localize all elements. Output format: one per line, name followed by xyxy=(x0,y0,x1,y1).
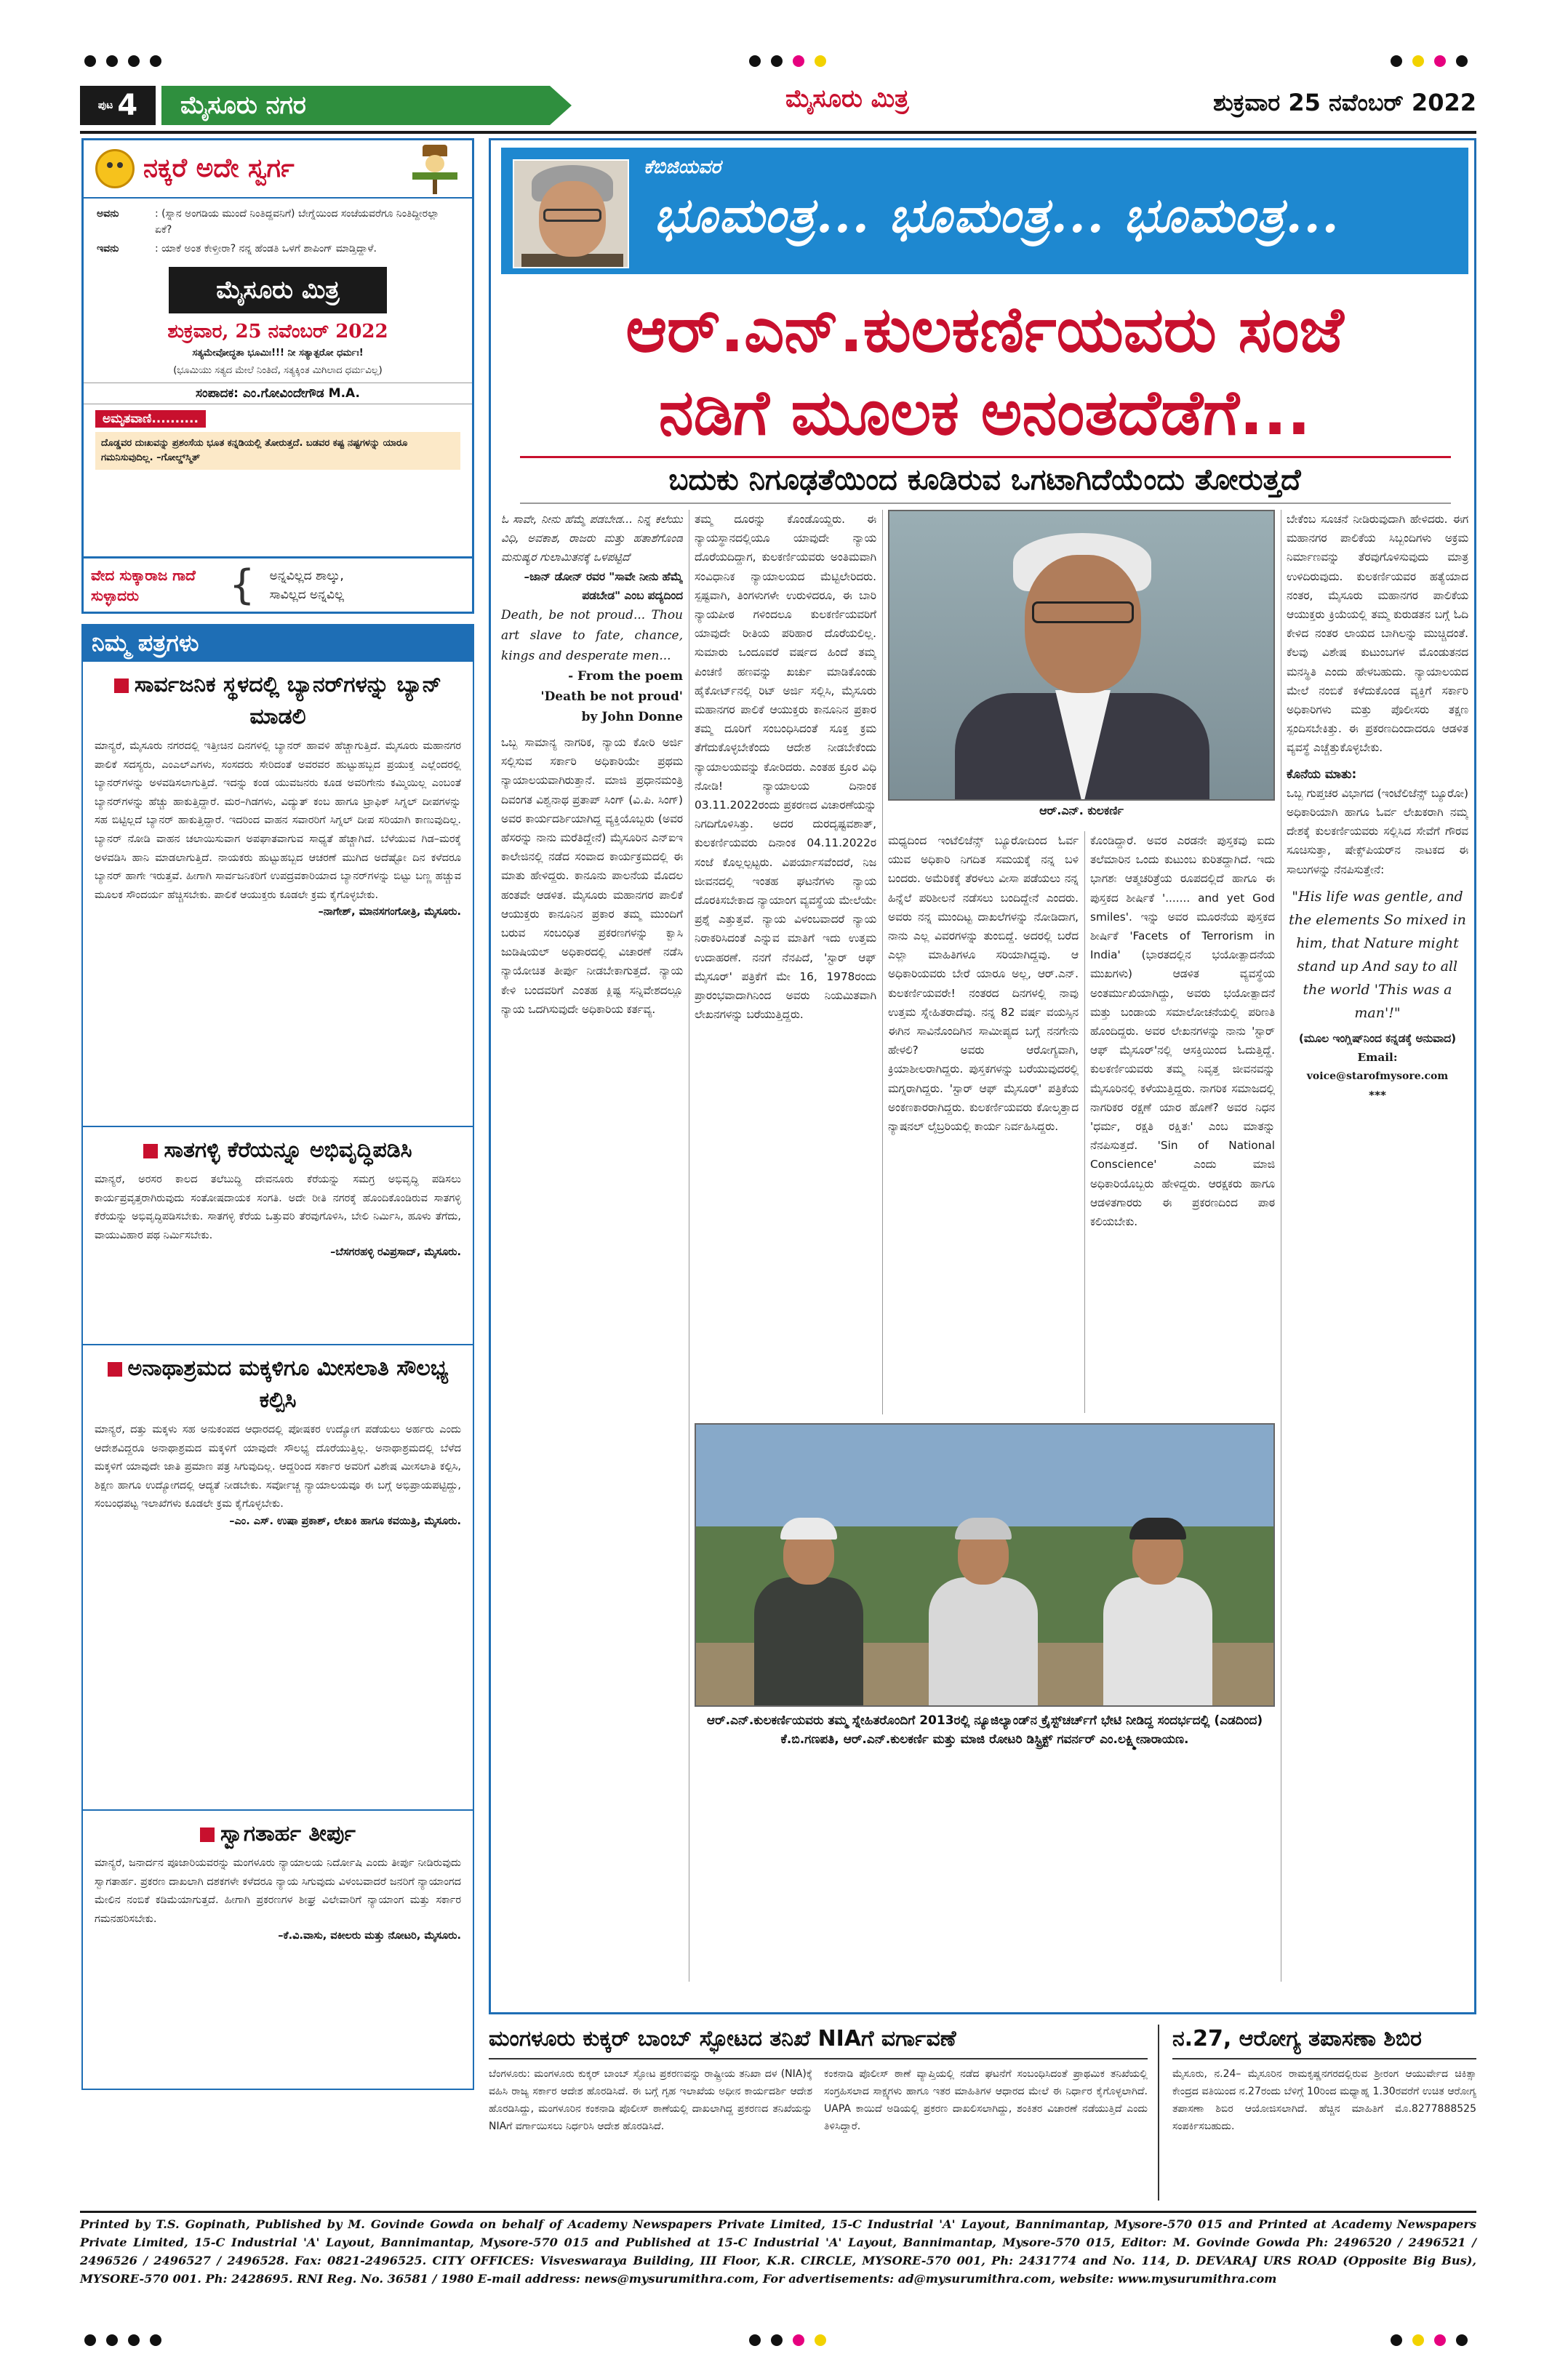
proverb-label: ವೇದ ಸುಕ್ಕಾರಾಜ ಗಾದೆ ಸುಳ್ಳಾದರು xyxy=(91,566,196,604)
page-label: ಪುಟ xyxy=(97,100,113,111)
humor-dialogue xyxy=(84,199,472,257)
subheadline: ಬದುಕು ನಿಗೂಢತೆಯಿಂದ ಕೂಡಿರುವ ಒಗಟಾಗಿದೆಯೆಂದು ತೋರುತ್ತದೆ xyxy=(668,463,1301,497)
letter-item xyxy=(81,1811,474,2090)
letter-item xyxy=(81,662,474,1127)
quote-source: by John Donne xyxy=(581,710,683,725)
article-column-2 xyxy=(695,510,876,1414)
bullet-square-icon xyxy=(108,1362,122,1377)
article-column-3 xyxy=(888,831,1079,1414)
translation-note: (ಮೂಲ ಇಂಗ್ಲಿಷ್‌ನಿಂದ ಕನ್ನಡಕ್ಕೆ ಅನುವಾದ) xyxy=(1298,1031,1457,1045)
dialogue-line xyxy=(97,206,459,238)
masthead-rule xyxy=(80,131,1476,134)
letter-body: ಮಾನ್ಯರೆ, ಮೈಸೂರು ನಗರದಲ್ಲಿ ಇತ್ತೀಚಿನ ದಿನಗಳಲ್ಲಿ ಬ್ಯಾನರ್ ಹಾವಳಿ ಹೆಚ್ಚಾಗುತ್ತಿದೆ. ಮೈಸೂರು ಮಹಾನಗರ ಪಾಲಿಕೆ ಸದಸ್ಯರು, ಎಂಎಲ್‌ಎಗಳು, ಸಂಸದರು ಸೇರಿದಂತೆ ಅವರವರ ಹುಟ್ಟುಹಬ್ಬದ ಪ್ರಯುಕ್ತ ಎಲ್ಲೆಂದರಲ್ಲಿ ಬ್ಯಾನರ್‌ಗಳನ್ನು ಅಳವಡಿಸಲಾಗುತ್ತಿದೆ. ಇದನ್ನು ಕಂಡ ಯುವಜನರು ಕೂಡ ಅವರಿಗೇನು ಕಮ್ಮಿಯಿಲ್ಲ ಎಂಬಂತೆ ಬ್ಯಾನರ್‌ಗಳನ್ನು ಹೆಚ್ಚು ಹಾಕುತ್ತಿದ್ದಾರೆ. ಮರ–ಗಿಡಗಳು, ವಿದ್ಯುತ್ ಕಂಬ ಹಾಗೂ ಟ್ರಾಫಿಕ್ ಸಿಗ್ನಲ್ ದೀಪಗಳನ್ನು ಸಹ ಬಿಟ್ಟಿಲ್ಲದೆ ಬ್ಯಾನರ್ ಹಾಕುತ್ತಿದ್ದಾರೆ. ಇದರಿಂದ ವಾಹನ ಸವಾರರಿಗೆ ಸಿಗ್ನಲ್ ದೀಪ ಸರಿಯಾಗಿ ಕಾಣುವುದಿಲ್ಲ. ಬ್ಯಾನರ್ ನೋಡಿ ವಾಹನ ಚಲಾಯಿಸುವಾಗ ಅಪಘಾತವಾಗುವ ಸಾಧ್ಯತೆ ಹೆಚ್ಚಾಗಿದೆ. ಬೆಳೆಯುವ ಗಿಡ–ಮರಕ್ಕೆ ಅಳವಡಿಸಿ ಹಾನಿ ಮಾಡಲಾಗುತ್ತಿದೆ. ನಾಯಕರು ಹುಟ್ಟುಹಬ್ಬದ ಆಚರಣೆ ಮುಗಿದ ಅದೆಷ್ಟೋ ದಿನ ಕಳೆದರೂ ಬ್ಯಾನರ್ ಹಾಗೇ ಇರುತ್ತವೆ. ಹೀಗಾಗಿ ಸಾರ್ವಜನಿಕರಿಗೆ ಉಪದ್ರವಕಾರಿಯಾದ ಬ್ಯಾನರ್‌ಗಳನ್ನು ಬಿಟ್ಟು ಬಣ್ಣ ಹಚ್ಚುವ ಮೂಲಕ ಸೌಂದರ್ಯ ಹೆಚ್ಚಿಸಬೇಕು. ಪಾಲಿಕೆ ಆಯುಕ್ತರು ಕೂಡಲೇ ಕ್ರಮ ಕೈಗೊಳ್ಳಬೇಕು. xyxy=(95,740,461,901)
article-paragraph: ಮಧ್ಯದಿಂದ ಇಂಟೆಲಿಜೆನ್ಸ್ ಬ್ಯೂರೋದಿಂದ ಓರ್ವ ಯುವ ಅಧಿಕಾರಿ ನಿಗದಿತ ಸಮಯಕ್ಕೆ ನನ್ನ ಬಳಿ ಬಂದರು. ಅಮೆರಿಕಕ್ಕೆ ತೆರಳಲು ವೀಸಾ ಪಡೆಯಲು ನನ್ನ ಹಿನ್ನೆಲೆ ಪರಿಶೀಲನೆ ನಡೆಸಲು ಬಂದಿದ್ದೇನೆ ಎಂದರು. ಅವರು ನನ್ನ ಮುಂದಿಟ್ಟ ದಾಖಲೆಗಳನ್ನು ನೋಡಿದಾಗ, ನಾನು ಎಲ್ಲ ವಿವರಗಳನ್ನು ತುಂಬಿದ್ದೆ. ಅದರಲ್ಲಿ ಬರೆದ ಎಲ್ಲಾ ಮಾಹಿತಿಗಳೂ ಸರಿಯಾಗಿದ್ದವು. ಆ ಅಧಿಕಾರಿಯವರು ಬೇರೆ ಯಾರೂ ಅಲ್ಲ, ಆರ್.ಎನ್. ಕುಲಕರ್ಣಿಯವರೇ! ನಂತರದ ದಿನಗಳಲ್ಲಿ ನಾವು ಉತ್ತಮ ಸ್ನೇಹಿತರಾದೆವು. ನನ್ನ 82 ವರ್ಷ ವಯಸ್ಸಿನ ಈಗಿನ ಸಾವಿನೊಂದಿಗಿನ ಸಾಮೀಪ್ಯದ ಬಗ್ಗೆ ನನಗೇನು ಹೇಳಲಿ? ಅವರು ಆರೋಗ್ಯವಾಗಿ, ಕ್ರಿಯಾಶೀಲರಾಗಿದ್ದರು. ಪುಸ್ತಕಗಳನ್ನು ಬರೆಯುವುದರಲ್ಲಿ ಮಗ್ನರಾಗಿದ್ದರು. 'ಸ್ಟಾರ್ ಆಫ್ ಮೈಸೂರ್' ಪತ್ರಿಕೆಯ ಅಂಕಣಕಾರರಾಗಿದ್ದರು. ಕುಲಕರ್ಣಿಯವರು ಕೋಲ್ಕತ್ತಾದ ನ್ಯಾಷನಲ್ ಲೈಬ್ರರಿಯಲ್ಲಿ ಕಾರ್ಯ ನಿರ್ವಹಿಸಿದ್ದರು. xyxy=(888,834,1079,1134)
article-column-4 xyxy=(1090,831,1275,1982)
letter-signature: –ಎಂ. ಎಸ್. ಉಷಾ ಪ್ರಕಾಶ್, ಲೇಖಕಿ ಹಾಗೂ ಕವಯಿತ್ರಿ, ಮೈಸೂರು. xyxy=(229,1515,461,1527)
section-tab-arrow xyxy=(550,86,572,125)
speaker: ಅವನು xyxy=(97,208,119,220)
brief-title: ಮಂಗಳೂರು ಕುಕ್ಕರ್ ಬಾಂಬ್ ಸ್ಫೋಟದ ತನಿಖೆ NIAಗೆ ವರ್ಗಾವಣೆ xyxy=(489,2025,1148,2059)
letter-item xyxy=(81,1345,474,1811)
humor-box xyxy=(81,138,474,559)
column-banner xyxy=(501,148,1468,274)
bullet-square-icon xyxy=(200,1827,215,1842)
section-tab xyxy=(161,86,550,125)
quote-of-day-heading: ಅಮೃತವಾಣಿ.......... xyxy=(95,410,206,428)
mini-paper-logo: ಮೈಸೂರು ಮಿತ್ರ xyxy=(169,267,387,313)
group-photo xyxy=(695,1423,1275,1707)
news-briefs xyxy=(489,2025,1476,2201)
end-mark: *** xyxy=(1369,1089,1386,1102)
scarecrow-icon xyxy=(409,143,460,194)
letter-body: ಮಾನ್ಯರೆ, ದತ್ತು ಮಕ್ಕಳು ಸಹ ಅನುಕಂಪದ ಆಧಾರದಲ್ಲಿ ಪೋಷಕರ ಉದ್ಯೋಗ ಪಡೆಯಲು ಅರ್ಹರು ಎಂದು ಆದೇಶವಿದ್ದರೂ ಅನಾಥಾಶ್ರಮದ ಮಕ್ಕಳಿಗೆ ಯಾವುದೇ ಸೌಲಭ್ಯ ದೊರೆಯುತ್ತಿಲ್ಲ. ಅನಾಥಾಶ್ರಮದಲ್ಲಿ ಬೆಳೆದ ಮಕ್ಕಳಿಗೆ ಯಾವುದೇ ಜಾತಿ ಪ್ರಮಾಣ ಪತ್ರ ಸಿಗುವುದಿಲ್ಲ. ಆದ್ದರಿಂದ ಸರ್ಕಾರ ಅವರಿಗೆ ವಿಶೇಷ ಮೀಸಲಾತಿ ಕಲ್ಪಿಸಿ, ಶಿಕ್ಷಣ ಹಾಗೂ ಉದ್ಯೋಗದಲ್ಲಿ ಆದ್ಯತೆ ನೀಡಬೇಕು. ಸರ್ವೋಚ್ಚ ನ್ಯಾಯಾಲಯವೂ ಈ ಬಗ್ಗೆ ಅಭಿಪ್ರಾಯಪಟ್ಟಿದ್ದು, ಸಂಬಂಧಪಟ್ಟ ಇಲಾಖೆಗಳು ಕೂಡಲೇ ಕ್ರಮ ಕೈಗೊಳ್ಳಬೇಕು. xyxy=(95,1424,461,1510)
last-word-heading: ಕೊನೆಯ ಮಾತು: xyxy=(1287,766,1357,782)
registration-dots-bottom-right xyxy=(1391,2334,1468,2346)
speaker: ಇವನು xyxy=(97,243,119,255)
brief-paragraph: ಮೈಸೂರು, ನ.24– ಮೈಸೂರಿನ ರಾಮಕೃಷ್ಣನಗರದಲ್ಲಿರುವ ಶ್ರೀರಂಗ ಆಯುರ್ವೇದ ಚಿಕಿತ್ಸಾ ಕೇಂದ್ರದ ವತಿಯಿಂದ ನ.27ರಂದು ಬೆಳಿಗ್ಗೆ 10ರಿಂದ ಮಧ್ಯಾಹ್ನ 1.30ರವರೆಗೆ ಉಚಿತ ಆರೋಗ್ಯ ತಪಾಸಣಾ ಶಿಬಿರ ಆಯೋಜಿಸಲಾಗಿದೆ. ಹೆಚ್ಚಿನ ಮಾಹಿತಿಗೆ ಮೊ.8277888525 ಸಂಪರ್ಕಿಸಬಹುದು. xyxy=(1172,2068,1476,2132)
intro-verse: ಓ ಸಾವೇ, ನೀನು ಹೆಮ್ಮೆ ಪಡಬೇಡ... ನಿನ್ನ ಕಲೆಯು ವಿಧಿ, ಅವಕಾಶ, ರಾಜರು ಮತ್ತು ಹತಾಶೆಗೊಂಡ ಮನುಷ್ಯರ ಗುಲಾಮಿತನಕ್ಕೆ ಒಳಪಟ್ಟಿದೆ xyxy=(501,513,683,564)
letter-signature: –ನಾಗೇಶ್, ಮಾನಸಗಂಗೋತ್ರಿ, ಮೈಸೂರು. xyxy=(318,906,461,918)
letter-item xyxy=(81,1127,474,1345)
brace-icon: { xyxy=(229,561,255,609)
issue-date: ಶುಕ್ರವಾರ 25 ನವೆಂಬರ್ 2022 xyxy=(1213,89,1476,116)
article-paragraph: ಬೇಕೆಂಬ ಸೂಚನೆ ನೀಡಿರುವುದಾಗಿ ಹೇಳಿದರು. ಈಗ ಮಹಾನಗರ ಪಾಲಿಕೆಯ ಸಿಬ್ಬಂದಿಗಳು ಅಕ್ರಮ ನಿರ್ಮಾಣವನ್ನು ತೆರವುಗೊಳಿಸುವುದು ಮಾತ್ರ ಉಳಿದಿರುವುದು. ಕುಲಕರ್ಣಿಯವರ ಹತ್ಯೆಯಾದ ನಂತರ, ಮೈಸೂರು ಮಹಾನಗರ ಪಾಲಿಕೆಯ ಆಯುಕ್ತರು ಕ್ರಿಯೆಯಲ್ಲಿ ತಮ್ಮ ಕುರುಡತನ ಬಗ್ಗೆ ಓದಿ ಕೇಳಿದ ನಂತರ ಲಾಯದ ಬಾಗಿಲನ್ನು ಮುಚ್ಚಿದಂತೆ. ಕೆಲವು ವಿಶೇಷ ಕುಟುಂಬಗಳ ಮೊಂಡುತನದ ಮನಸ್ಥಿತಿ ಎಂದು ಹೇಳಬಹುದು. ನ್ಯಾಯಾಲಯದ ಮೇಲೆ ನಂಬಿಕೆ ಕಳೆದುಕೊಂಡ ವ್ಯಕ್ತಿಗೆ ಸರ್ಕಾರಿ ಅಧಿಕಾರಿಗಳು ಮತ್ತು ಪೊಲೀಸರು ತಕ್ಷಣ ಸ್ಪಂದಿಸಬೇಕಿತ್ತು. ಈ ಪ್ರಕರಣದಿಂದಾದರೂ ಆಡಳಿತ ವ್ಯವಸ್ಥೆ ಎಚ್ಚೆತ್ತುಕೊಳ್ಳಬೇಕು. xyxy=(1287,513,1468,755)
registration-dots-top-right xyxy=(1391,55,1468,67)
dialogue-line xyxy=(97,241,459,257)
headline-line: ನಡಿಗೆ ಮೂಲಕ ಅನಂತದೆಡೆಗೆ... xyxy=(658,377,1311,449)
brief-paragraph: ಬೆಂಗಳೂರು: ಮಂಗಳೂರು ಕುಕ್ಕರ್ ಬಾಂಬ್ ಸ್ಫೋಟ ಪ್ರಕರಣವನ್ನು ರಾಷ್ಟ್ರೀಯ ತನಿಖಾ ದಳ (NIA)ಕ್ಕೆ ವಹಿಸಿ ರಾಜ್ಯ ಸರ್ಕಾರ ಆದೇಶ ಹೊರಡಿಸಿದೆ. ಈ ಬಗ್ಗೆ ಗೃಹ ಇಲಾಖೆಯ ಅಧೀನ ಕಾರ್ಯದರ್ಶಿ ಆದೇಶ ಹೊರಡಿಸಿದ್ದು, ಮಂಗಳೂರಿನ ಕಂಕನಾಡಿ ಪೊಲೀಸ್ ಠಾಣೆಯಲ್ಲಿ ದಾಖಲಾಗಿದ್ದ ಪ್ರಕರಣದ ತನಿಖೆಯನ್ನು NIAಗೆ ವರ್ಗಾಯಿಸಲು ನಿರ್ಧರಿಸಿ ಆದೇಶ ಹೊರಡಿಸಿದೆ. xyxy=(489,2068,812,2132)
proverb-line: ಅನ್ನವಿಲ್ಲದ ಶಾಲ್ಕು, xyxy=(269,568,344,583)
proverb-line: ಸಾವಿಲ್ಲದ ಅನ್ನವಿಲ್ಲ xyxy=(269,587,345,602)
paper-logo: ಮೈಸೂರು ಮಿತ್ರ xyxy=(785,84,909,113)
group-photo-caption: ಆರ್.ಎನ್.ಕುಲಕರ್ಣಿಯವರು ತಮ್ಮ ಸ್ನೇಹಿತರೊಂದಿಗೆ 2013ರಲ್ಲಿ ನ್ಯೂಜಿಲ್ಯಾಂಡ್‌ನ ಕ್ರೈಸ್ಟ್‌ಚರ್ಚ್‌ಗೆ ಭೇಟಿ ನೀಡಿದ್ದ ಸಂದರ್ಭದಲ್ಲಿ (ಎಡದಿಂದ) ಕೆ.ಬಿ.ಗಣಪತಿ, ಆರ್.ಎನ್.ಕುಲಕರ್ಣಿ ಮತ್ತು ಮಾಜಿ ರೋಟರಿ ಡಿಸ್ಟ್ರಿಕ್ಟ್ ಗವರ್ನರ್ ಎಂ.ಲಕ್ಷ್ಮೀನಾರಾಯಣ. xyxy=(706,1713,1263,1747)
motto-translation: (ಭೂಮಿಯು ಸತ್ಯದ ಮೇಲೆ ನಿಂತಿದೆ, ಸತ್ಯಕ್ಕಿಂತ ಮಿಗಿಲಾದ ಧರ್ಮವಿಲ್ಲ) xyxy=(173,365,383,376)
proverb-box xyxy=(81,559,474,614)
columnist-name: ಕೆಬಿಜಿಯವರ xyxy=(644,156,721,178)
humor-title: ನಕ್ಕರೆ ಅದೇ ಸ್ವರ್ಗ xyxy=(143,153,295,183)
mini-issue-date: ಶುಕ್ರವಾರ, 25 ನವೆಂಬರ್ 2022 xyxy=(167,321,388,343)
registration-dots-bottom-center xyxy=(749,2334,826,2346)
brief-columns xyxy=(489,2065,1148,2135)
email-address: voice@starofmysore.com xyxy=(1306,1070,1449,1083)
letter-signature: –ಬೆಸಗರಹಳ್ಳಿ ರವಿಪ್ರಸಾದ್, ಮೈಸೂರು. xyxy=(330,1246,461,1259)
brief-title: ನ.27, ಆರೋಗ್ಯ ತಪಾಸಣಾ ಶಿಬಿರ xyxy=(1172,2025,1476,2059)
left-sidebar xyxy=(81,138,474,2090)
laughing-face-icon xyxy=(95,149,135,188)
article-column-1 xyxy=(501,510,683,1982)
letter-title: ಅನಾಥಾಶ್ರಮದ ಮಕ್ಕಳಿಗೂ ಮೀಸಲಾತಿ ಸೌಲಭ್ಯ ಕಲ್ಪಿಸಿ xyxy=(95,1353,461,1417)
english-quote: Death, be not proud... Thou art slave to fate, chance, kings and desperate men... xyxy=(501,608,683,664)
registration-dots-top-center xyxy=(749,55,826,67)
letter-title: ಸಾರ್ವಜನಿಕ ಸ್ಥಳದಲ್ಲಿ ಬ್ಯಾನರ್‌ಗಳನ್ನು ಬ್ಯಾನ್ ಮಾಡಲಿ xyxy=(95,669,461,733)
letter-body: ಮಾನ್ಯರೆ, ಅರಸರ ಕಾಲದ ತಲೆಬುದ್ಧಿ ದೇವನೂರು ಕೆರೆಯನ್ನು ಸಮಗ್ರ ಅಭಿವೃದ್ಧಿ ಪಡಿಸಲು ಕಾರ್ಯಪ್ರವೃತ್ತರಾಗಿರುವುದು ಸಂತೋಷದಾಯಕ ಸಂಗತಿ. ಅದೇ ರೀತಿ ನಗರಕ್ಕೆ ಹೊಂದಿಕೊಂಡಿರುವ ಸಾತಗಳ್ಳಿ ಕೆರೆಯನ್ನು ಅಭಿವೃದ್ಧಿಪಡಿಸಬೇಕು. ಸಾತಗಳ್ಳಿ ಕೆರೆಯ ಒತ್ತುವರಿ ತೆರವುಗೊಳಿಸಿ, ಬೇಲಿ ನಿರ್ಮಿಸಿ, ಹೂಳು ತೆಗೆದು, ವಾಯುವಿಹಾರ ಪಥ ನಿರ್ಮಿಸಬೇಕು. xyxy=(95,1174,461,1241)
masthead xyxy=(80,81,1476,128)
bullet-square-icon xyxy=(114,678,129,693)
headline-line: ಆರ್.ಎನ್.ಕುಲಕರ್ಣಿಯವರು ಸಂಜೆ xyxy=(625,294,1344,367)
quote-of-day-text: ದೊಡ್ಡವರ ದುಃಖವನ್ನು ಪ್ರಶಂಸೆಯ ಭೂತ ಕನ್ನಡಿಯಲ್ಲಿ ತೋರುತ್ತದೆ. ಬಡವರ ಕಷ್ಟ ನಷ್ಟಗಳನ್ನು ಯಾರೂ ಗಮನಿಸುವುದಿಲ್ಲ. –ಗೋಲ್ಡ್‌ಸ್ಮಿತ್ xyxy=(95,432,460,470)
main-article xyxy=(489,138,1476,2014)
imprint-rule xyxy=(80,2211,1476,2213)
print-line-imprint: Printed by T.S. Gopinath, Published by M. Govinde Gowda on behalf of Academy Newspapers Private Limited, 15-C Industrial 'A' Layout, Bannimantap, Mysore-570 015 and Printed at Academy Newspapers Private Limited, 15-C Industrial 'A' Layout, Bannimantap, Mysore-570 015 and Published at 15-C Industrial 'A' Layout, Bannimantap, Mysore-570 015, Editor: M. Govinde Gowda Ph: 2496520 / 2496521 / 2496526 / 2496527 / 2496528. Fax: 0821-2496525. CITY OFFICES: Visveswaraya Building, III Floor, K.R. CIRCLE, MYSORE-570 001, Ph: 2431774 and No. 114, D. DEVARAJ URS ROAD (Opposite Big Bus), MYSORE-570 001. Ph: 2428695. RNI Reg. No. 36581 / 1980 E-mail address: news@mysurumithra.com, For advertisements: ad@mysurumithra.com, website: www.mysurumithra.com xyxy=(80,2217,1476,2286)
letter-body: ಮಾನ್ಯರೆ, ಜನಾರ್ದನ ಪೂಜಾರಿಯವರನ್ನು ಮಂಗಳೂರು ನ್ಯಾಯಾಲಯ ನಿರ್ದೋಷಿ ಎಂದು ತೀರ್ಪು ನೀಡಿರುವುದು ಸ್ವಾಗತಾರ್ಹ. ಪ್ರಕರಣ ದಾಖಲಾಗಿ ದಶಕಗಳೇ ಕಳೆದರೂ ನ್ಯಾಯ ಸಿಗುವುದು ವಿಳಂಬವಾದರೆ ಜನರಿಗೆ ನ್ಯಾಯಾಂಗದ ಮೇಲಿನ ನಂಬಿಕೆ ಕಡಿಮೆಯಾಗುತ್ತದೆ. ಹೀಗಾಗಿ ಪ್ರಕರಣಗಳ ಶೀಘ್ರ ವಿಲೇವಾರಿಗೆ ನ್ಯಾಯಾಂಗ ಮತ್ತು ಸರ್ಕಾರ ಗಮನಹರಿಸಬೇಕು. xyxy=(95,1857,461,1925)
column-title: ಭೂಮಂತ್ರ... ಭೂಮಂತ್ರ... ಭೂಮಂತ್ರ... xyxy=(654,187,1340,244)
brief-nia xyxy=(489,2025,1159,2201)
page-number: 4 xyxy=(117,89,138,122)
brief-columns xyxy=(1172,2065,1476,2135)
headline-rule xyxy=(520,456,1451,458)
column-divider xyxy=(1084,831,1085,1413)
registration-dots-bottom-left xyxy=(84,2334,161,2346)
letters-section-heading: ನಿಮ್ಮ ಪತ್ರಗಳು xyxy=(81,624,474,662)
dialogue-text: : ಯಾಕೆ ಅಂತ ಕೇಳ್ತೀರಾ? ನನ್ನ ಹೆಂಡತಿ ಒಳಗೆ ಶಾಪಿಂಗ್ ಮಾಡ್ತಿದ್ದಾಳೆ. xyxy=(155,243,377,255)
portrait-caption: ಆರ್.ಎನ್. ಕುಲಕರ್ಣಿ xyxy=(1039,804,1124,817)
motto-line: ಸತ್ಯಮೇವೋದ್ಧತಾ ಭೂಮಿಃ!!! ನೀ ಸತ್ಯಾತ್ಪರೋ ಧರ್ಮಃ! xyxy=(192,348,364,359)
proverb-text xyxy=(270,567,344,604)
kulkarni-portrait-photo xyxy=(888,510,1275,801)
article-paragraph: ಒಬ್ಬ ಸಾಮಾನ್ಯ ನಾಗರಿಕ, ನ್ಯಾಯ ಕೋರಿ ಅರ್ಜಿ ಸಲ್ಲಿಸುವ ಸರ್ಕಾರಿ ಅಧಿಕಾರಿಯೇ ಪ್ರಥಮ ನ್ಯಾಯಾಲಯವಾಗಿರುತ್ತಾನೆ. ಮಾಜಿ ಪ್ರಧಾನಮಂತ್ರಿ ದಿವಂಗತ ವಿಶ್ವನಾಥ ಪ್ರತಾಪ್ ಸಿಂಗ್ (ವಿ.ಪಿ. ಸಿಂಗ್) ಅವರ ಕಾರ್ಯದರ್ಶಿಯಾಗಿದ್ದ ವ್ಯಕ್ತಿಯೊಬ್ಬರು (ಅವರ ಹೆಸರನ್ನು ನಾನು ಮರೆತಿದ್ದೇನೆ) ಮೈಸೂರಿನ ಎನ್‌ಐಇ ಕಾಲೇಜಿನಲ್ಲಿ ನಡೆದ ಸಂವಾದ ಕಾರ್ಯಕ್ರಮದಲ್ಲಿ ಈ ಮಾತು ಹೇಳಿದ್ದರು. ಕಾನೂನು ಪಾಲನೆಯ ಮೊದಲ ಹಂತವೇ ಆಡಳಿತ. ಮೈಸೂರು ಮಹಾನಗರ ಪಾಲಿಕೆ ಆಯುಕ್ತರು ಕಾನೂನಿನ ಪ್ರಕಾರ ತಮ್ಮ ಮುಂದಿಗೆ ಬರುವ ಸಂಬಂಧಿತ ಪ್ರಕರಣಗಳನ್ನು ಕ್ವಾಸಿ ಜುಡಿಷಿಯಲ್ ಅಧಿಕಾರದಲ್ಲಿ ವಿಚಾರಣೆ ನಡೆಸಿ ನ್ಯಾಯೋಚಿತ ತೀರ್ಪು ನೀಡಬೇಕಾಗುತ್ತದೆ. ನ್ಯಾಯ ಕೇಳಿ ಬಂದವರಿಗೆ ಎಂತಹ ಕ್ಲಿಷ್ಟ ಸನ್ನಿವೇಶದಲ್ಲೂ ನ್ಯಾಯ ಒದಗಿಸುವುದೇ ಅಧಿಕಾರಿಯ ಕರ್ತವ್ಯ. xyxy=(501,736,683,1016)
dialogue-text: : (ಸ್ನಾನ ಅಂಗಡಿಯ ಮುಂದೆ ನಿಂತಿದ್ದವನಿಗೆ) ಬೇಗ್ನೆಯಿಂದ ಸಂಜೆಯವರೆಗೂ ನಿಂತಿದ್ದೀರಲ್ಲಾ ಏಕೆ? xyxy=(155,208,439,236)
article-paragraph: ತಮ್ಮ ದೂರನ್ನು ಕೊಂಡೊಯ್ದರು. ಈ ನ್ಯಾಯಸ್ಥಾನದಲ್ಲಿಯೂ ಯಾವುದೇ ನ್ಯಾಯ ದೊರೆಯದಿದ್ದಾಗ, ಕುಲಕರ್ಣಿಯವರು ಅಂತಿಮವಾಗಿ ಸಂವಿಧಾನಿಕ ನ್ಯಾಯಾಲಯದ ಮೆಟ್ಟಿಲೇರಿದರು. ಸ್ಪಷ್ಟವಾಗಿ, ತಿಂಗಳುಗಳೇ ಉರುಳಿದರೂ, ಈ ಬಾರಿ ನ್ಯಾಯಪೀಠ ಗಳಿಂದಲೂ ಕುಲಕರ್ಣಿಯವರಿಗೆ ಯಾವುದೇ ರೀತಿಯ ಪರಿಹಾರ ದೊರೆಯಲಿಲ್ಲ. ಸುಮಾರು ಒಂದೂವರೆ ವರ್ಷದ ಹಿಂದೆ ತಮ್ಮ ಪಿಂಚಣಿ ಹಣವನ್ನು ಖರ್ಚು ಮಾಡಿಕೊಂಡು ಹೈಕೋರ್ಟ್‌ನಲ್ಲಿ ರಿಟ್ ಅರ್ಜಿ ಸಲ್ಲಿಸಿ, ಮೈಸೂರು ಮಹಾನಗರ ಪಾಲಿಕೆ ಆಯುಕ್ತರು ಕಾನೂನಿನ ಪ್ರಕಾರ ತಮ್ಮ ದೂರಿಗೆ ಸಂಬಂಧಿಸಿದಂತೆ ಸೂಕ್ತ ಕ್ರಮ ತೆಗೆದುಕೊಳ್ಳಬೇಕೆಂದು ಆದೇಶ ನೀಡಬೇಕೆಂದು ನ್ಯಾಯಾಲಯವನ್ನು ಕೋರಿದರು. ಎಂತಹ ಕ್ರೂರ ವಿಧಿ ನೋಡಿ! ನ್ಯಾಯಾಲಯ ದಿನಾಂಕ 03.11.2022ರಂದು ಪ್ರಕರಣದ ವಿಚಾರಣೆಯನ್ನು ನಿಗದಿಗೊಳಿಸಿತ್ತು. ಅದರ ದುರದೃಷ್ಟವಶಾತ್, ಕುಲಕರ್ಣಿಯವರು ದಿನಾಂಕ 04.11.2022ರ ಸಂಜೆ ಕೊಲ್ಲಲ್ಪಟ್ಟರು. ವಿಪರ್ಯಾಸವೆಂದರೆ, ನಿಜ ಜೀವನದಲ್ಲಿ ಇಂತಹ ಘಟನೆಗಳು ನ್ಯಾಯ ದೊರಕಿಸಬೇಕಾದ ನ್ಯಾಯಾಂಗ ವ್ಯವಸ್ಥೆಯ ಮೇಲೆಯೇ ಪ್ರಶ್ನೆ ಎತ್ತುತ್ತವೆ. ನ್ಯಾಯ ವಿಳಂಬವಾದರೆ ನ್ಯಾಯ ನಿರಾಕರಿಸಿದಂತೆ ಎನ್ನುವ ಮಾತಿಗೆ ಇದು ಉತ್ತಮ ಉದಾಹರಣೆ. ನನಗೆ ನೆನಪಿದೆ, 'ಸ್ಟಾರ್ ಆಫ್ ಮೈಸೂರ್' ಪತ್ರಿಕೆಗೆ ಮೇ 16, 1978ರಂದು ಪ್ರಾರಂಭವಾದಾಗಿನಿಂದ ಅವರು ನಿಯಮಿತವಾಗಿ ಲೇಖನಗಳನ್ನು ಬರೆಯುತ್ತಿದ್ದರು. xyxy=(695,513,876,1022)
article-column-5 xyxy=(1287,510,1468,1982)
columnist-photo xyxy=(513,159,629,268)
section-name: ಮೈಸೂರು ನಗರ xyxy=(180,91,306,120)
intro-attribution: –ಜಾನ್ ಡೋನ್ ರವರ "ಸಾವೇ ನೀನು ಹೆಮ್ಮೆ ಪಡಬೇಡ" ಎಂಬ ಪದ್ಯದಿಂದ xyxy=(524,569,683,602)
brief-paragraph: ಕಂಕನಾಡಿ ಪೊಲೀಸ್ ಠಾಣೆ ವ್ಯಾಪ್ತಿಯಲ್ಲಿ ನಡೆದ ಘಟನೆಗೆ ಸಂಬಂಧಿಸಿದಂತೆ ಪ್ರಾಥಮಿಕ ತನಿಖೆಯಲ್ಲಿ ಸಂಗ್ರಹಿಸಲಾದ ಸಾಕ್ಷ್ಯಗಳು ಹಾಗೂ ಇತರ ಮಾಹಿತಿಗಳ ಆಧಾರದ ಮೇಲೆ ಈ ನಿರ್ಧಾರ ಕೈಗೊಳ್ಳಲಾಗಿದೆ. UAPA ಕಾಯಿದೆ ಅಡಿಯಲ್ಲಿ ಪ್ರಕರಣ ದಾಖಲಿಸಲಾಗಿದ್ದು, ಶಂಕಿತರ ವಿಚಾರಣೆ ನಡೆಯುತ್ತಿದೆ ಎಂದು ತಿಳಿಸಿದ್ದಾರೆ. xyxy=(824,2068,1148,2132)
letter-signature: –ಕೆ.ವಿ.ವಾಸು, ವಕೀಲರು ಮತ್ತು ನೋಟರಿ, ಮೈಸೂರು. xyxy=(278,1930,461,1942)
brief-health-camp xyxy=(1172,2025,1476,2201)
email-label: Email: xyxy=(1357,1051,1398,1065)
registration-dots-top-left xyxy=(84,55,161,67)
quote-source: - From the poem xyxy=(568,669,683,684)
quote-source: 'Death be not proud' xyxy=(540,689,683,705)
headline xyxy=(501,289,1468,455)
page-number-badge xyxy=(80,86,156,125)
article-paragraph: ಕೊಂಡಿದ್ದಾರೆ. ಅವರ ಎರಡನೇ ಪುಸ್ತಕವು ಐದು ತಲೆಮಾರಿನ ಒಂದು ಕುಟುಂಬ ಕುರಿತದ್ದಾಗಿದೆ. ಇದು ಭಾಗಶಃ ಆತ್ಮಚರಿತ್ರೆಯ ರೂಪದಲ್ಲಿದೆ ಹಾಗೂ ಈ ಪುಸ್ತಕದ ಶೀರ್ಷಿಕೆ '....... and yet God smiles'. ಇನ್ನು ಅವರ ಮೂರನೆಯ ಪುಸ್ತಕದ ಶೀರ್ಷಿಕೆ 'Facets of Terrorism in India' (ಭಾರತದಲ್ಲಿನ ಭಯೋತ್ಪಾದನೆಯ ಮುಖಗಳು) ಆಡಳಿತ ವ್ಯವಸ್ಥೆಯ ಅಂತರ್ಮುಖಿಯಾಗಿದ್ದು, ಅವರು ಭಯೋತ್ಪಾದನೆ ಮತ್ತು ಬಂಡಾಯ ಸಮಾಲೋಚನೆಯಲ್ಲಿ ಪರಿಣತಿ ಹೊಂದಿದ್ದರು. ಅವರ ಲೇಖನಗಳನ್ನು ನಾನು 'ಸ್ಟಾರ್ ಆಫ್ ಮೈಸೂರ್'ನಲ್ಲಿ ಆಸಕ್ತಿಯಿಂದ ಓದುತ್ತಿದ್ದೆ. ಕುಲಕರ್ಣಿಯವರು ತಮ್ಮ ನಿವೃತ್ತ ಜೀವನವನ್ನು ಮೈಸೂರಿನಲ್ಲಿ ಕಳೆಯುತ್ತಿದ್ದರು. ನಾಗರಿಕ ಸಮಾಜದಲ್ಲಿ ನಾಗರಿಕರ ರಕ್ಷಣೆ ಯಾರ ಹೊಣೆ? ಅವರ ನಿಧನ 'ಧರ್ಮ, ರಕ್ಷತಿ ರಕ್ಷಿತಃ' ಎಂಬ ಮಾತನ್ನು ನೆನಪಿಸುತ್ತದೆ. 'Sin of National Conscience' ಎಂದು ಮಾಜಿ ಅಧಿಕಾರಿಯೊಬ್ಬರು ಹೇಳಿದ್ದರು. ಆರಕ್ಷಕರು ಹಾಗೂ ಆಡಳಿತಗಾರರು ಈ ಪ್ರಕರಣದಿಂದ ಪಾಠ ಕಲಿಯಬೇಕು. xyxy=(1090,834,1275,1229)
bullet-square-icon xyxy=(143,1144,158,1158)
letter-title: ಸ್ವಾಗತಾರ್ಹ ತೀರ್ಪು xyxy=(95,1818,461,1850)
shakespeare-quote: "His life was gentle, and the elements So mixed in him, that Nature might stand up And say to all the world 'This was a man'!" xyxy=(1289,888,1466,1021)
last-word-body: ಒಬ್ಬ ಗುಪ್ತಚರ ವಿಭಾಗದ (ಇಂಟೆಲಿಜೆನ್ಸ್ ಬ್ಯೂರೋ) ಅಧಿಕಾರಿಯಾಗಿ ಹಾಗೂ ಓರ್ವ ಲೇಖಕರಾಗಿ ನಮ್ಮ ದೇಶಕ್ಕೆ ಕುಲಕರ್ಣಿಯವರು ಸಲ್ಲಿಸಿದ ಸೇವೆಗೆ ಗೌರವ ಸೂಚಿಸುತ್ತಾ, ಷೇಕ್ಸ್‌ಪಿಯರ್‌ನ ನಾಟಕದ ಈ ಸಾಲುಗಳನ್ನು ನೆನಪಿಸುತ್ತೇನೆ: xyxy=(1287,786,1468,876)
humor-header xyxy=(84,140,472,199)
letter-title: ಸಾತಗಳ್ಳಿ ಕೆರೆಯನ್ನೂ ಅಭಿವೃದ್ಧಿಪಡಿಸಿ xyxy=(95,1134,461,1166)
subheadline-rule xyxy=(520,503,1451,504)
editor-line: ಸಂಪಾದಕ: ಎಂ.ಗೋವಿಂದೇಗೌಡ M.A. xyxy=(84,383,472,404)
column-divider xyxy=(882,510,883,1414)
